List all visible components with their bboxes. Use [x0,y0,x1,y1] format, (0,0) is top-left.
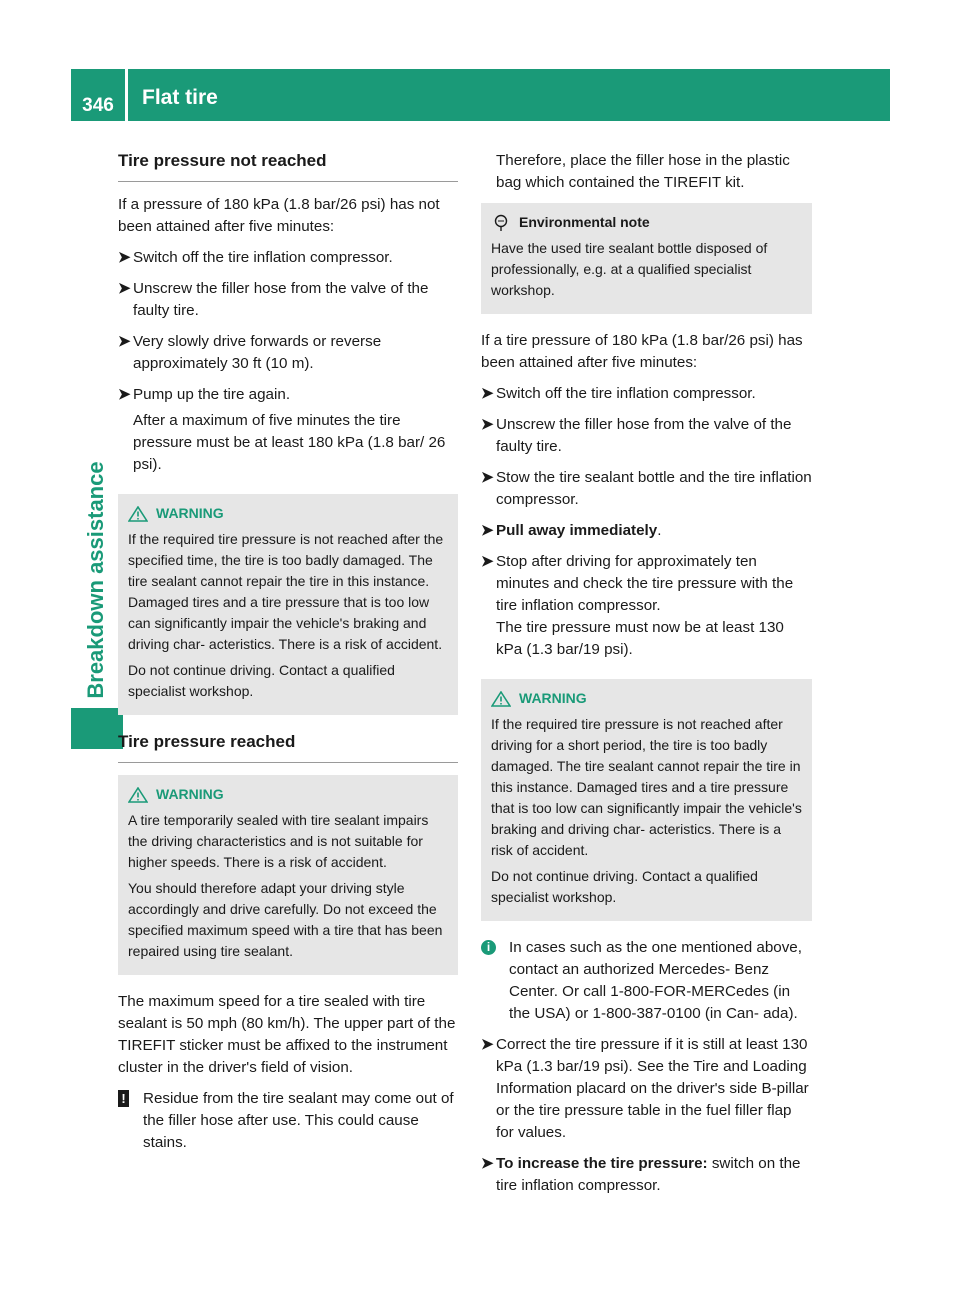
warning-title: WARNING [491,688,802,709]
section-side-label: Breakdown assistance [83,461,108,699]
arrow-step-icon: ➤ [481,522,494,539]
warning-title: WARNING [128,784,448,805]
arrow-step-icon: ➤ [481,1036,494,1053]
pressure-reached-paragraph: If a tire pressure of 180 kPa (1.8 bar/26 psi) has been attained after five minutes: [481,332,803,371]
speed-paragraph: The maximum speed for a tire sealed with tire sealant is 50 mph (80 km/h). The upper part of the TIREFIT sticker must be affixed to the instrument cluster in the driver's field of vision. [118,993,456,1076]
arrow-step-icon: ➤ [118,386,131,403]
arrow-step-icon: ➤ [118,249,131,266]
step-item: ➤ Stow the tire sealant bottle and the tire inflation compressor. [481,469,812,508]
step-item: ➤ Switch off the tire inflation compressor. [481,383,812,405]
arrow-step-icon: ➤ [481,553,494,570]
exclamation-icon: ! [118,1090,129,1107]
step-continuation: Therefore, place the filler hose in the plastic bag which contained the TIREFIT kit. [496,152,790,191]
caution-note: ! Residue from the tire sealant may come out of the filler hose after use. This could cause stains. [118,1088,458,1154]
step-item: ➤ Very slowly drive forwards or reverse approximately 30 ft (10 m). [118,333,382,372]
heading-tire-pressure-reached: Tire pressure reached [118,731,458,763]
warning-text: You should therefore adapt your driving style accordingly and drive carefully. Do not exceed the specified maximum speed with a tire that has been repaired using tire sealant. [128,880,443,959]
arrow-step-icon: ➤ [481,385,494,402]
env-note-text: Have the used tire sealant bottle disposed of professionally, e.g. at a qualified specialist workshop. [491,240,768,298]
left-column [118,150,458,1163]
warning-box [118,775,458,975]
step-item: ➤ To increase the tire pressure: switch on the tire inflation compressor. [481,1155,801,1194]
info-note: i In cases such as the one mentioned above, contact an authorized Mercedes- Benz Center. Or call 1-800-FOR-MERCedes (in the USA) or 1-800-387-0100 (in Can- ada). [481,937,812,1025]
warning-title: WARNING [128,503,448,524]
arrow-step-icon: ➤ [481,469,494,486]
warning-triangle-icon [128,506,148,522]
warning-text: Do not continue driving. Contact a qualified specialist workshop. [491,868,758,905]
step-item: ➤ Switch off the tire inflation compressor. [118,247,458,269]
step-item: ➤ Pull away immediately. [481,520,812,542]
step-result: The tire pressure must now be at least 130 kPa (1.3 bar/19 psi). [496,619,784,658]
arrow-step-icon: ➤ [481,1155,494,1172]
warning-box [118,494,458,715]
warning-text: If the required tire pressure is not reached after driving for a short period, the tire is too badly damaged. The tire sealant cannot repair the tire in this instance. Damaged tires and a tire pressure that is too low can significantly impair the vehicle's braking and driving char- acteristics. There is a risk of accident. [491,716,802,858]
step-item: ➤ Unscrew the filler hose from the valve of the faulty tire. [118,280,429,319]
heading-tire-pressure-not-reached: Tire pressure not reached [118,150,458,182]
right-column [481,150,812,1206]
lightbulb-icon [491,214,511,232]
arrow-step-icon: ➤ [118,280,131,297]
step-result: After a maximum of five minutes the tire pressure must be at least 180 kPa (1.8 bar/ 26 psi). [133,412,446,473]
warning-text: If the required tire pressure is not reached after the specified time, the tire is too badly damaged. The tire sealant cannot repair the tire in this instance. Damaged tires and a tire pressure that is too low can significantly impair the vehicle's braking and driving char- acteristics. There is a risk of accident. [128,531,444,652]
header-divider [125,69,128,121]
env-note-title: Environmental note [491,212,802,233]
step-item: ➤ Pump up the tire again. [118,384,458,406]
step-item: ➤ Unscrew the filler hose from the valve of the faulty tire. [481,416,792,455]
environmental-note-box [481,203,812,314]
warning-text: A tire temporarily sealed with tire sealant impairs the driving characteristics and is not suitable for higher speeds. There is a risk of accident. [128,812,429,870]
warning-triangle-icon [128,787,148,803]
page-number: 346 [82,94,114,116]
warning-triangle-icon [491,691,511,707]
warning-text: Do not continue driving. Contact a qualified specialist workshop. [128,662,395,699]
side-tab-marker [71,708,123,749]
info-icon: i [481,940,496,955]
arrow-step-icon: ➤ [118,333,131,350]
arrow-step-icon: ➤ [481,416,494,433]
warning-box [481,679,812,921]
step-item: ➤ Correct the tire pressure if it is still at least 130 kPa (1.3 bar/19 psi). See the Tire and Loading Information placard on the driver's side B-pillar or the tire pressure table in the fuel filler flap for values. [481,1036,809,1141]
intro-paragraph: If a pressure of 180 kPa (1.8 bar/26 psi) has not been attained after five minutes: [118,196,440,235]
page-title: Flat tire [142,86,218,109]
step-item: ➤ Stop after driving for approximately ten minutes and check the tire pressure with the tire inflation compressor. [481,553,794,614]
